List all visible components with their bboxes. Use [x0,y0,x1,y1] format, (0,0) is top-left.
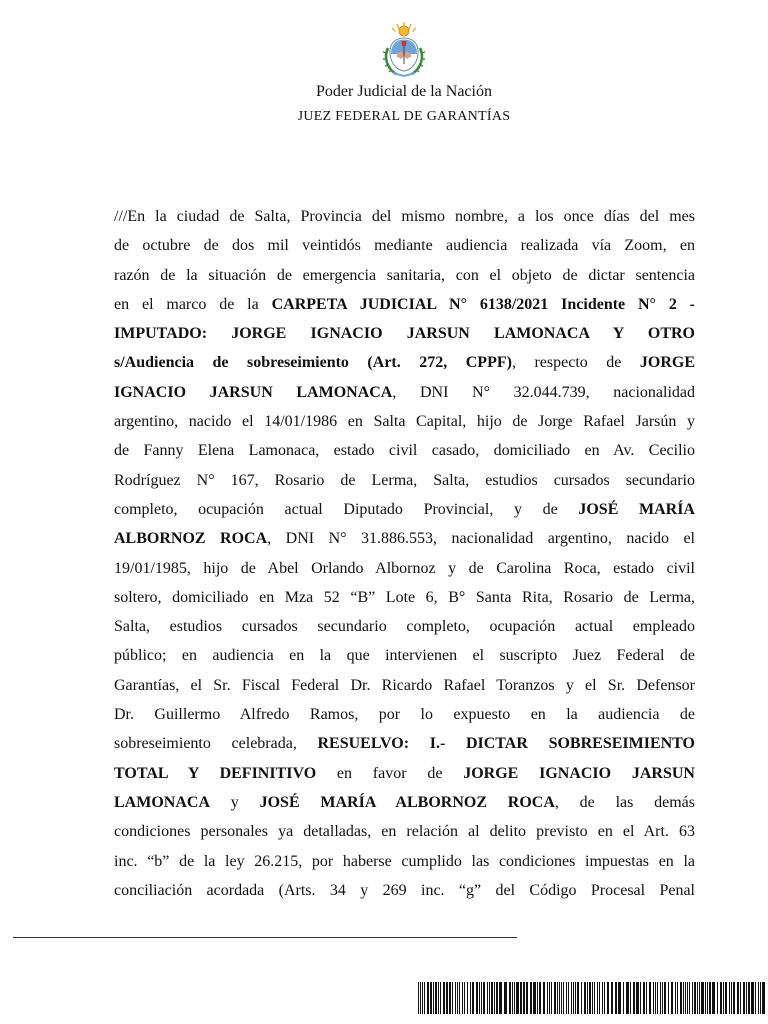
text-segment: completo, ocupación actual Diputado Provincial, y de [114,500,579,518]
bold-text-segment: LAMONACA [114,793,210,811]
text-segment: , de las demás [554,793,695,811]
bold-text-segment: IGNACIO JARSUN LAMONACA [114,383,393,401]
paragraph-line [114,352,695,381]
paragraph-line [114,616,695,645]
text-segment: y [210,793,260,811]
text-segment: público; en audiencia en la que intervienen el suscripto Juez Federal de [114,647,695,665]
paragraph-line [114,470,695,499]
bold-text-segment: JOSÉ MARÍA ALBORNOZ ROCA [259,793,555,811]
text-segment: Salta, estudios cursados secundario completo, ocupación actual empleado [114,618,695,636]
text-segment: , DNI N° 32.044.739, nacionalidad [392,383,695,401]
paragraph-line [114,382,695,411]
text-segment: de Fanny Elena Lamonaca, estado civil casado, domiciliado en Av. Cecilio [114,442,695,460]
text-segment: argentino, nacido el 14/01/1986 en Salta Capital, hijo de Jorge Rafael Jarsún y [114,413,695,431]
bold-text-segment: JOSÉ MARÍA [578,500,695,518]
text-segment: Rodríguez N° 167, Rosario de Lerma, Salta, estudios cursados secundario [114,471,695,489]
paragraph-line [114,265,695,294]
paragraph-line [114,851,695,880]
text-segment: Dr. Guillermo Alfredo Ramos, por lo expuesto en la audiencia de [114,706,695,724]
bold-text-segment: RESUELVO: I.- DICTAR SOBRESEIMIENTO [317,735,695,753]
text-segment: de octubre de dos mil veintidós mediante audiencia realizada vía Zoom, en [114,237,695,255]
paragraph-line [114,675,695,704]
paragraph-line [114,763,695,792]
paragraph-line [114,821,695,850]
paragraph-line [114,499,695,528]
paragraph-line [114,880,695,909]
paragraph-line [114,294,695,323]
paragraph-line [114,792,695,821]
bold-text-segment: ALBORNOZ ROCA [114,530,268,548]
paragraph-line [114,323,695,352]
text-segment: conciliación acordada (Arts. 34 y 269 inc. “g” del Código Procesal Penal [114,881,695,899]
paragraph-line [114,528,695,557]
resolution-body [114,206,695,909]
text-segment: , respecto de [511,354,640,372]
paragraph-line [114,206,695,235]
text-segment: soltero, domiciliado en Mza 52 “B” Lote 6, B° Santa Rita, Rosario de Lerma, [114,588,695,606]
bold-text-segment: JORGE IGNACIO JARSUN [463,764,695,782]
bold-text-segment: TOTAL Y DEFINITIVO [114,764,317,782]
paragraph-line [114,733,695,762]
text-segment: razón de la situación de emergencia sanitaria, con el objeto de dictar sentencia [114,266,695,284]
text-segment: en favor de [316,764,464,782]
text-segment: inc. “b” de la ley 26.215, por haberse cumplido las condiciones impuestas en la [114,852,695,870]
text-segment: , DNI N° 31.886.553, nacionalidad argentino, nacido el [267,530,695,548]
text-segment: 19/01/1985, hijo de Abel Orlando Albornoz y de Carolina Roca, estado civil [114,559,695,577]
paragraph-line [114,235,695,264]
bold-text-segment: IMPUTADO: JORGE IGNACIO JARSUN LAMONACA Y OTRO [114,325,695,343]
signature-rule [13,937,517,938]
text-segment: en el marco de la [114,295,272,313]
court-name-heading: Poder Judicial de la Nación [316,83,492,100]
paragraph-line [114,704,695,733]
text-segment: Garantías, el Sr. Fiscal Federal Dr. Ricardo Rafael Toranzos y el Sr. Defensor [114,676,695,694]
text-segment: sobreseimiento celebrada, [114,735,318,753]
text-segment: ///En la ciudad de Salta, Provincia del mismo nombre, a los once días del mes [114,208,695,225]
paragraph-line [114,558,695,587]
judge-title-heading: JUEZ FEDERAL DE GARANTÍAS [297,109,511,124]
paragraph-line [114,440,695,469]
bold-text-segment: JORGE [639,354,695,372]
coat-of-arms-emblem [381,20,427,80]
barcode-strip [418,982,766,1014]
paragraph-line [114,411,695,440]
paragraph-line [114,645,695,674]
paragraph-line [114,587,695,616]
bold-text-segment: s/Audiencia de sobreseimiento (Art. 272, CPPF) [114,354,512,372]
bold-text-segment: CARPETA JUDICIAL N° 6138/2021 Incidente N° 2 - [271,295,695,313]
text-segment: condiciones personales ya detalladas, en relación al delito previsto en el Art. 63 [114,823,695,841]
